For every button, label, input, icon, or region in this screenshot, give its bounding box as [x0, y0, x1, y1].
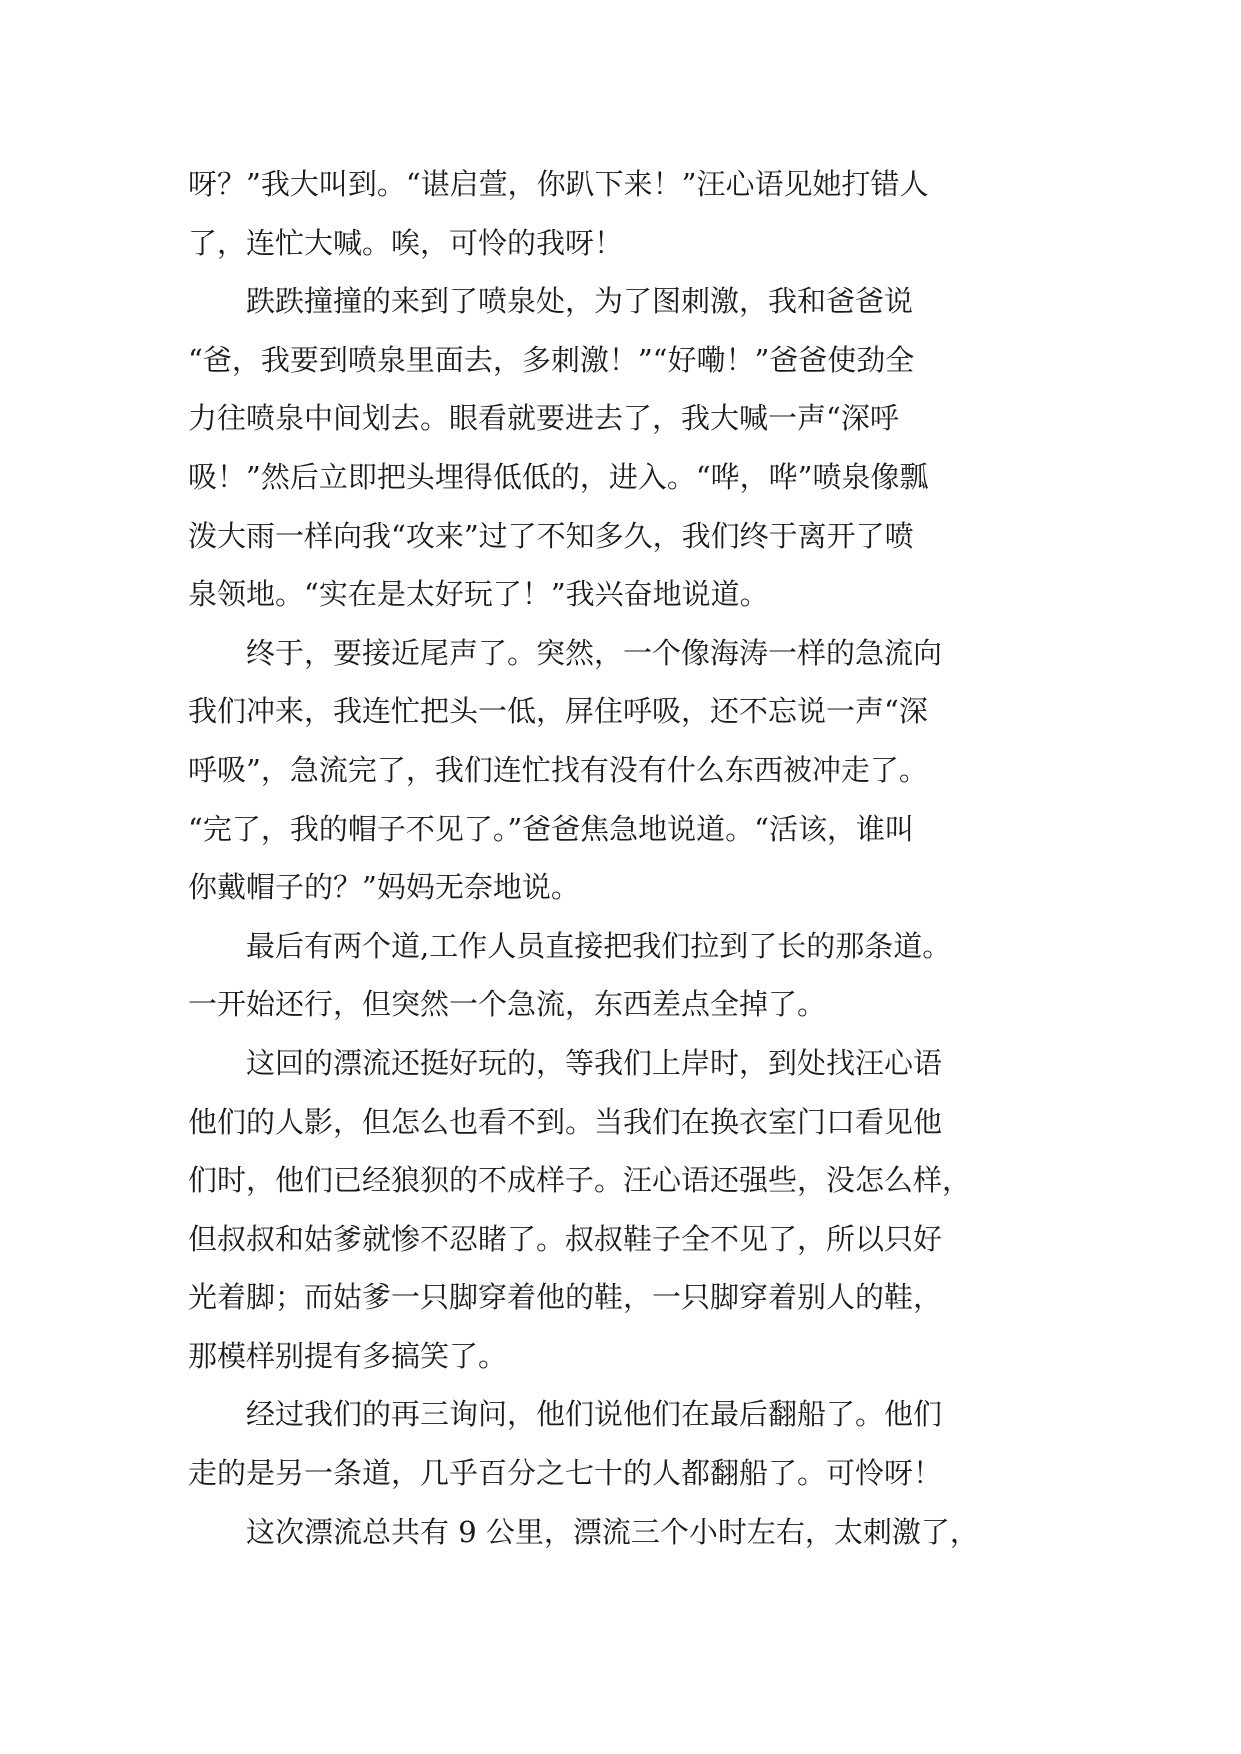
text-line: 们时，他们已经狼狈的不成样子。汪心语还强些，没怎么样， — [188, 1163, 972, 1198]
text-line: 走的是另一条道，几乎百分之七十的人都翻船了。可怜呀！ — [188, 1456, 943, 1491]
text-line: 跌跌撞撞的来到了喷泉处，为了图刺激，我和爸爸说 — [188, 284, 914, 319]
text-line: 最后有两个道,工作人员直接把我们拉到了长的那条道。 — [188, 928, 952, 963]
text-line: 经过我们的再三询问，他们说他们在最后翻船了。他们 — [188, 1397, 943, 1432]
text-line: 终于，要接近尾声了。突然，一个像海涛一样的急流向 — [188, 635, 943, 670]
text-line: 力往喷泉中间划去。眼看就要进去了，我大喊一声“深呼 — [188, 401, 899, 436]
text-line: 这次漂流总共有 9 公里，漂流三个小时左右，太刺激了， — [188, 1514, 979, 1549]
text-line: 我们冲来，我连忙把头一低，屏住呼吸，还不忘说一声“深 — [188, 694, 928, 729]
text-line: 光着脚；而姑爹一只脚穿着他的鞋，一只脚穿着别人的鞋， — [188, 1280, 943, 1315]
text-line: 一开始还行，但突然一个急流，东西差点全掉了。 — [188, 987, 827, 1022]
text-line: 那模样别提有多搞笑了。 — [188, 1338, 508, 1373]
text-line: 呼吸”，急流完了，我们连忙找有没有什么东西被冲走了。 — [188, 752, 928, 787]
text-line: 这回的漂流还挺好玩的，等我们上岸时，到处找汪心语 — [188, 1045, 943, 1080]
text-line: 泉领地。“实在是太好玩了！”我兴奋地说道。 — [188, 577, 769, 612]
text-line: 但叔叔和姑爹就惨不忍睹了。叔叔鞋子全不见了，所以只好 — [188, 1221, 943, 1256]
text-line: 你戴帽子的？”妈妈无奈地说。 — [188, 870, 580, 905]
text-line: 他们的人影，但怎么也看不到。当我们在换衣室门口看见他 — [188, 1104, 943, 1139]
text-line: 呀？”我大叫到。“谌启萱，你趴下来！”汪心语见她打错人 — [188, 167, 929, 201]
body-text — [188, 155, 1058, 1561]
text-line: 了，连忙大喊。唉，可怜的我呀！ — [188, 225, 624, 260]
text-line: “爸，我要到喷泉里面去，多刺激！”“好嘞！”爸爸使劲全 — [188, 342, 915, 377]
text-line: “完了，我的帽子不见了。”爸爸焦急地说道。“活该，谁叫 — [188, 811, 914, 846]
text-line: 吸！”然后立即把头埋得低低的，进入。“哗，哗”喷泉像瓢 — [188, 459, 929, 494]
text-line: 泼大雨一样向我“攻来”过了不知多久，我们终于离开了喷 — [188, 518, 914, 553]
